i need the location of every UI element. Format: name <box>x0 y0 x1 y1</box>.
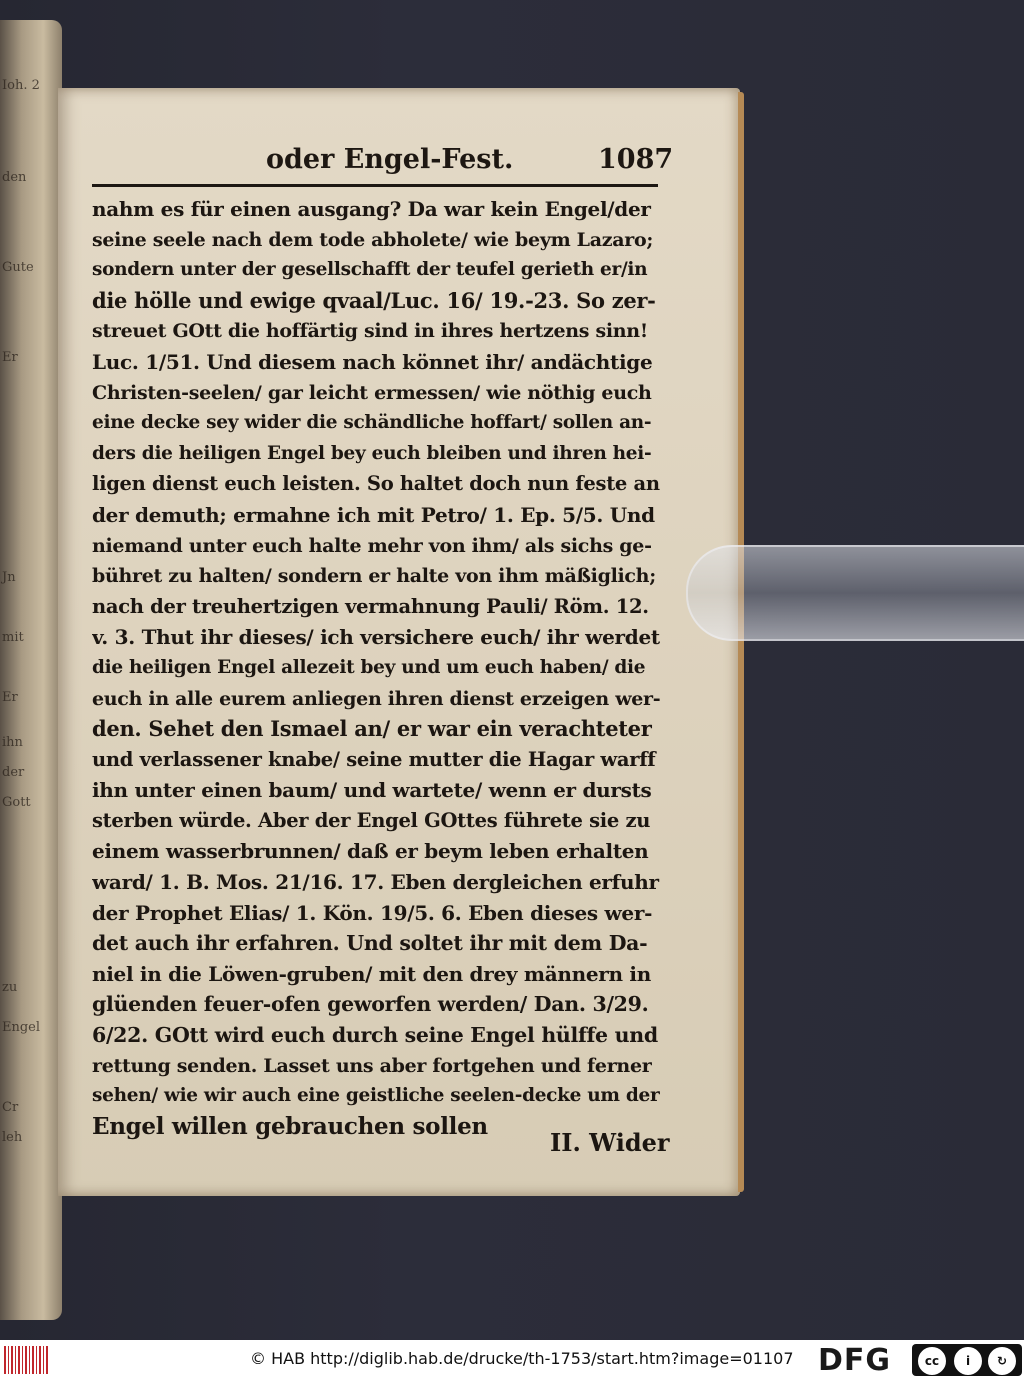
page-header <box>58 144 740 184</box>
left-page-fragment: den <box>2 170 27 185</box>
text-line: 6/22. GOtt wird euch durch seine Engel hülffe und <box>92 1023 658 1048</box>
left-page-fragment: Er <box>2 350 18 365</box>
source-credit: © HAB http://diglib.hab.de/drucke/th-1753/start.htm?image=01107 <box>250 1349 794 1368</box>
text-line: Engel willen gebrauchen sollen <box>92 1112 488 1140</box>
text-line: die heiligen Engel allezeit bey und um euch haben/ die <box>92 656 646 678</box>
text-line: sondern unter der gesellschafft der teufel gerieth er/in <box>92 259 648 281</box>
text-line: eine decke sey wider die schändliche hoffart/ sollen an- <box>92 412 652 434</box>
left-page-fragment: Gott <box>2 795 31 810</box>
text-line: und verlassener knabe/ seine mutter die Hagar warff <box>92 747 656 771</box>
text-line: ders die heiligen Engel bey euch bleiben und ihren hei- <box>92 442 652 464</box>
text-line: Luc. 1/51. Und diesem nach könnet ihr/ andächtige <box>92 349 653 374</box>
left-page-fragment: zu <box>2 980 18 995</box>
sa-label: SA <box>996 1367 1006 1375</box>
book-page <box>58 88 740 1196</box>
text-line: streuet GOtt die hoffärtig sind in ihres hertzens sinn! <box>92 320 648 343</box>
text-line: der demuth; ermahne ich mit Petro/ 1. Ep. 5/5. Und <box>92 502 655 527</box>
text-line: ward/ 1. B. Mos. 21/16. 17. Eben dergleichen erfuhr <box>92 870 659 895</box>
text-line: nach der treuhertzigen vermahnung Pauli/ Röm. 12. <box>92 594 649 618</box>
text-line: sterben würde. Aber der Engel GOttes führete sie zu <box>92 808 651 832</box>
left-page-fragment: Cr <box>2 1100 19 1115</box>
text-line: bühret zu halten/ sondern er halte von ihm mäßiglich; <box>92 565 656 588</box>
catchword: II. Wider <box>550 1128 670 1157</box>
text-line: glüenden feuer-ofen geworfen werden/ Dan. 3/29. <box>92 992 649 1017</box>
text-line: der Prophet Elias/ 1. Kön. 19/5. 6. Eben dieses wer- <box>92 900 653 925</box>
by-icon: i <box>954 1347 982 1375</box>
left-page-fragment: Jn <box>2 570 16 585</box>
header-rule <box>92 184 658 187</box>
text-line: v. 3. Thut ihr dieses/ ich versichere euch/ ihr werdet <box>92 625 660 650</box>
dfg-logo: DFG <box>818 1343 892 1378</box>
cc-icon: cc <box>918 1347 946 1375</box>
by-label: BY <box>962 1367 971 1375</box>
left-page-fragment: ihn <box>2 735 23 750</box>
barcode-icon <box>4 1346 48 1374</box>
text-line: ligen dienst euch leisten. So haltet doch nun feste an <box>92 472 660 496</box>
text-line: niel in die Löwen-gruben/ mit den drey männern in <box>92 961 651 986</box>
text-line: den. Sehet den Ismael an/ er war ein verachteter <box>92 716 652 742</box>
running-title: oder Engel-Fest. <box>266 144 514 175</box>
text-line: nahm es für einen ausgang? Da war kein Engel/der <box>92 197 651 221</box>
previous-page-edge <box>0 20 62 1320</box>
left-page-fragment: mit <box>2 630 24 645</box>
text-line: Christen-seelen/ gar leicht ermessen/ wie nöthig euch <box>92 381 652 404</box>
text-line: ihn unter einen baum/ und wartete/ wenn er dursts <box>92 778 652 803</box>
left-page-fragment: Er <box>2 690 18 705</box>
text-line: niemand unter euch halte mehr von ihm/ als sichs ge- <box>92 534 652 557</box>
glass-page-clip <box>686 545 1024 641</box>
text-line: die hölle und ewige qvaal/Luc. 16/ 19.-23. So zer- <box>92 287 656 313</box>
sa-icon: ↻ <box>988 1347 1016 1375</box>
left-page-fragment: Gute <box>2 260 34 275</box>
text-line: sehen/ wie wir auch eine geistliche seelen-decke um der <box>92 1085 660 1107</box>
cc-license-badge[interactable] <box>912 1344 1022 1376</box>
text-line: euch in alle eurem anliegen ihren dienst erzeigen wer- <box>92 687 660 710</box>
left-page-fragment: leh <box>2 1130 23 1145</box>
body-text <box>92 194 660 1142</box>
text-line: einem wasserbrunnen/ daß er beym leben erhalten <box>92 839 649 864</box>
left-page-fragment: der <box>2 765 25 780</box>
text-line: det auch ihr erfahren. Und soltet ihr mit dem Da- <box>92 931 648 956</box>
left-page-fragment: Engel <box>2 1020 41 1035</box>
left-page-fragment: Ioh. 2 <box>2 78 40 93</box>
text-line: rettung senden. Lasset uns aber fortgehen und ferner <box>92 1054 652 1077</box>
page-number: 1087 <box>598 144 674 175</box>
text-line: seine seele nach dem tode abholete/ wie beym Lazaro; <box>92 228 654 251</box>
footer-bar <box>0 1340 1024 1380</box>
